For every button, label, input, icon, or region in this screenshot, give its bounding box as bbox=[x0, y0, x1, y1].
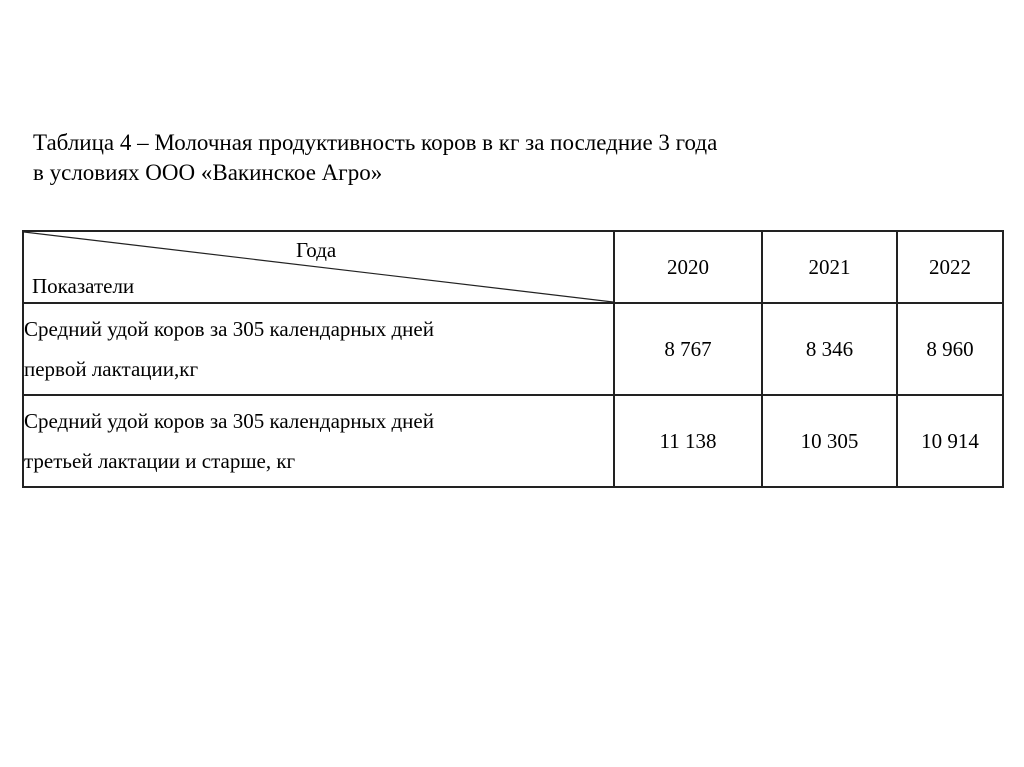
row-label-line-2: первой лактации,кг bbox=[24, 357, 199, 381]
row-value-2020: 8 767 bbox=[614, 303, 762, 395]
header-year-2020: 2020 bbox=[614, 231, 762, 303]
row-value-2022: 10 914 bbox=[897, 395, 1003, 487]
milk-productivity-table bbox=[22, 230, 1004, 488]
header-year-2021: 2021 bbox=[762, 231, 897, 303]
diagonal-header-cell bbox=[23, 231, 614, 303]
table-header-row bbox=[23, 231, 1003, 303]
header-year-2022: 2022 bbox=[897, 231, 1003, 303]
row-label-line-2: третьей лактации и старше, кг bbox=[24, 449, 296, 473]
caption-line-2: в условиях ООО «Вакинское Агро» bbox=[33, 160, 383, 185]
table-row bbox=[23, 395, 1003, 487]
caption-line-1: Таблица 4 – Молочная продуктивность коров в кг за последние 3 года bbox=[33, 130, 718, 155]
header-indicators-label: Показатели bbox=[32, 274, 135, 298]
row-label-line-1: Средний удой коров за 305 календарных дней bbox=[24, 409, 434, 433]
row-label-line-1: Средний удой коров за 305 календарных дней bbox=[24, 317, 434, 341]
table-row bbox=[23, 303, 1003, 395]
row-label bbox=[23, 303, 614, 395]
row-value-2021: 10 305 bbox=[762, 395, 897, 487]
table-caption bbox=[33, 128, 973, 188]
row-value-2020: 11 138 bbox=[614, 395, 762, 487]
row-value-2022: 8 960 bbox=[897, 303, 1003, 395]
header-years-label: Года bbox=[296, 238, 337, 262]
row-value-2021: 8 346 bbox=[762, 303, 897, 395]
row-label bbox=[23, 395, 614, 487]
